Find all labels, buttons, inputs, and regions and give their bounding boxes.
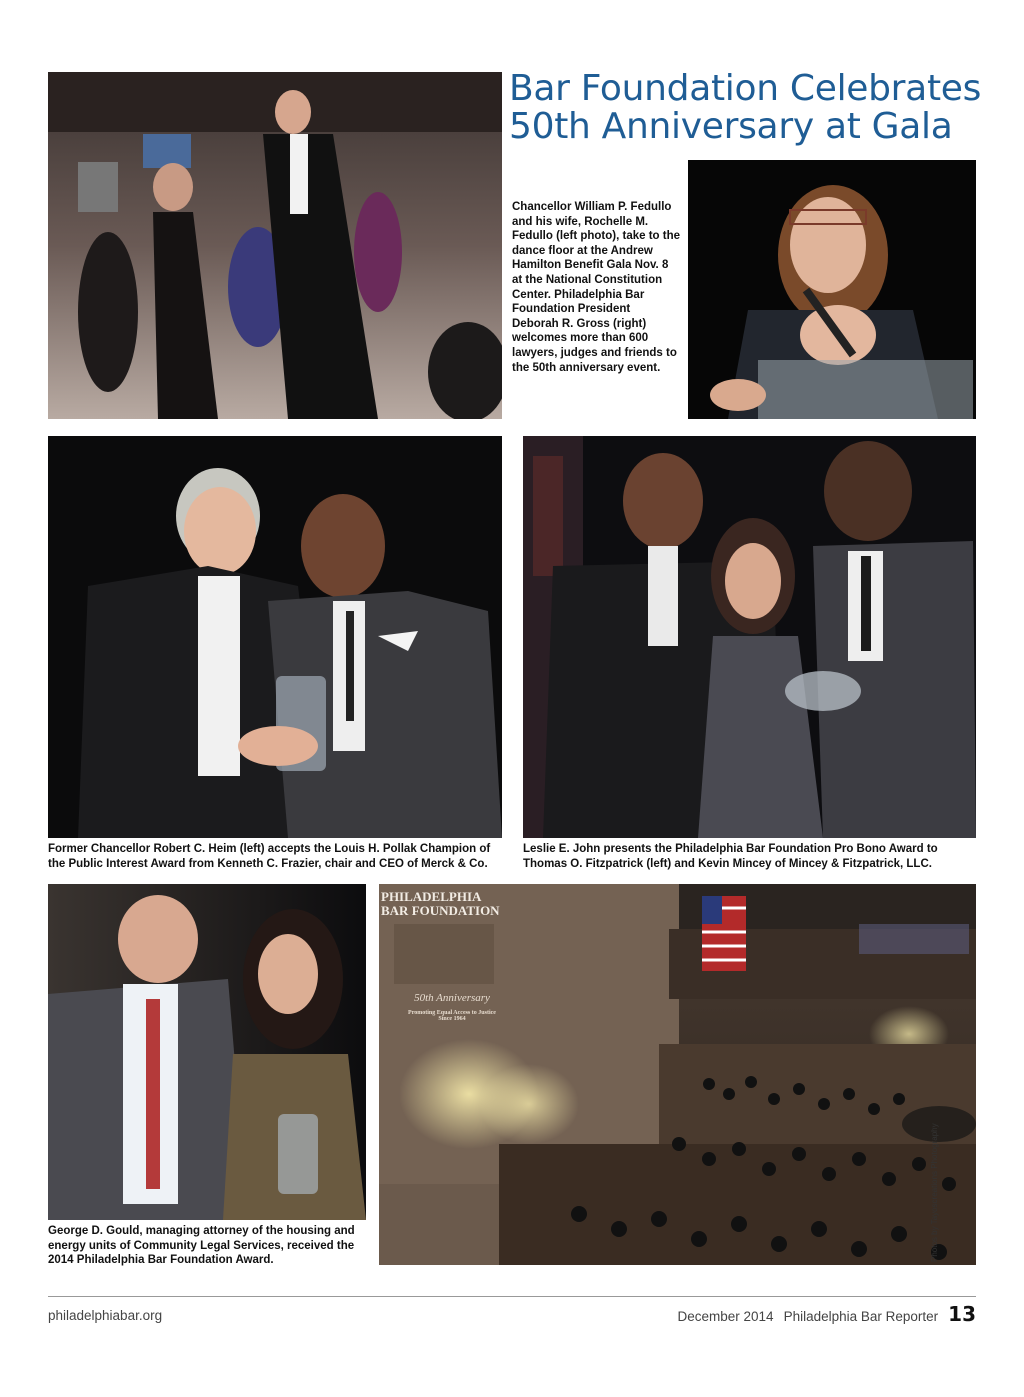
- headline-line-2: 50th Anniversary at Gala: [509, 106, 953, 147]
- banner-text: [381, 890, 501, 918]
- footer-date: December 2014: [677, 1309, 774, 1324]
- banner-anniversary: [397, 992, 507, 1022]
- photo-john-fitzpatrick-mincey: [523, 436, 976, 838]
- photo-credit: Photos by Tayoscreations Photography: [930, 1123, 939, 1262]
- photo-gould: [48, 884, 366, 1220]
- footer-rule: [48, 1296, 976, 1297]
- photo-heim-frazier: [48, 436, 502, 838]
- caption-gould: George D. Gould, managing attorney of the housing and energy units of Community Legal Services, received the 2014 Philadelphia Bar Foundation Award.: [48, 1225, 355, 1267]
- banner-anniversary-text: 50th Anniversary: [414, 992, 490, 1004]
- headline: [509, 70, 989, 146]
- caption-fedullo-gross: Chancellor William P. Fedullo and his wife, Rochelle M. Fedullo (left photo), take to the dance floor at the Andrew Hamilton Benefit Gala Nov. 8 at the National Constitution Center. Philadelphia Bar Foundation President Deborah R. Gross (right) welcomes more than 600 lawyers, judges and friends to the 50th anniversary event.: [512, 201, 681, 374]
- banner-tagline-1: Promoting Equal Access to Justice: [408, 1010, 496, 1016]
- banner-line-2: BAR FOUNDATION: [381, 903, 500, 918]
- banner-tagline-2: Since 1964: [438, 1016, 466, 1022]
- caption-john: Leslie E. John presents the Philadelphia Bar Foundation Pro Bono Award to Thomas O. Fitzpatrick (left) and Kevin Mincey of Mincey & Fitzpatrick, LLC.: [523, 843, 938, 870]
- caption-heim: Former Chancellor Robert C. Heim (left) accepts the Louis H. Pollak Champion of the Public Interest Award from Kenneth C. Frazier, chair and CEO of Merck & Co.: [48, 843, 491, 870]
- page-number: 13: [948, 1302, 976, 1326]
- headline-line-1: Bar Foundation Celebrates: [509, 68, 982, 109]
- footer-website: philadelphiabar.org: [48, 1308, 163, 1323]
- photo-gross-podium: [688, 160, 976, 419]
- footer-info: [678, 1302, 977, 1326]
- photo-fedullo-dancing: [48, 72, 502, 419]
- footer-publication: Philadelphia Bar Reporter: [783, 1309, 939, 1324]
- photo-gala-hall: [379, 884, 976, 1265]
- banner-line-1: PHILADELPHIA: [381, 889, 482, 904]
